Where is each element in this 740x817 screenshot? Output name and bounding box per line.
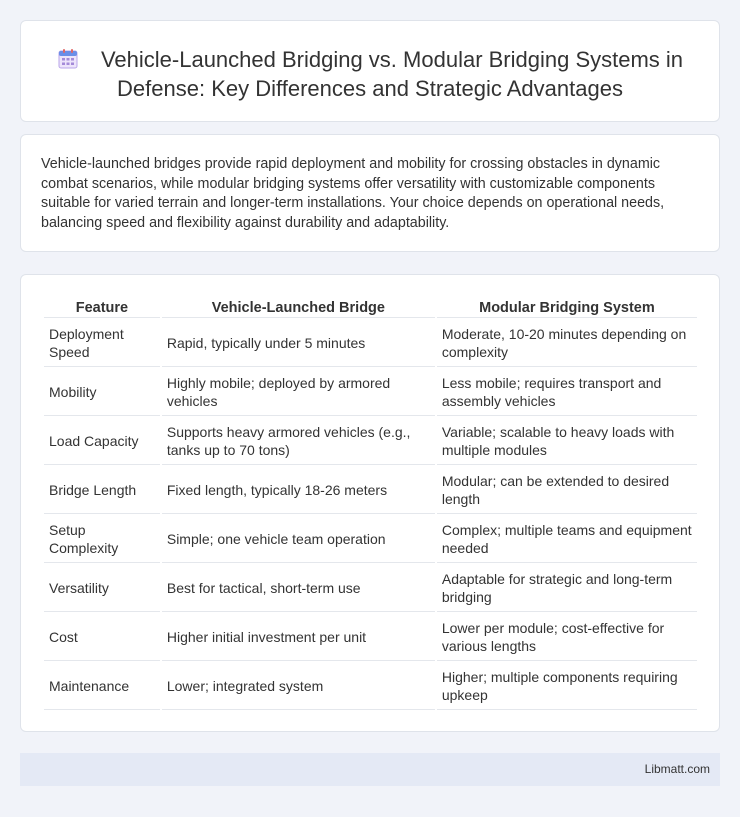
cell-feature: Setup Complexity	[44, 516, 160, 563]
footer-bar	[20, 753, 720, 786]
cell-modular: Variable; scalable to heavy loads with multiple modules	[437, 418, 697, 465]
footer-site-link[interactable]: Libmatt.com	[644, 762, 710, 776]
table-row	[44, 320, 697, 367]
table-row	[44, 614, 697, 661]
table-row	[44, 369, 697, 416]
table-row	[44, 418, 697, 465]
cell-modular: Less mobile; requires transport and assembly vehicles	[437, 369, 697, 416]
cell-vehicle-launched: Best for tactical, short-term use	[162, 565, 435, 612]
cell-vehicle-launched: Simple; one vehicle team operation	[162, 516, 435, 563]
cell-feature: Mobility	[44, 369, 160, 416]
comparison-table	[42, 296, 699, 712]
cell-vehicle-launched: Highly mobile; deployed by armored vehicles	[162, 369, 435, 416]
table-row	[44, 467, 697, 514]
cell-vehicle-launched: Fixed length, typically 18-26 meters	[162, 467, 435, 514]
cell-feature: Bridge Length	[44, 467, 160, 514]
page-title	[21, 45, 719, 103]
cell-feature: Cost	[44, 614, 160, 661]
title-card	[20, 20, 720, 122]
table-header-row	[44, 298, 697, 318]
cell-vehicle-launched: Rapid, typically under 5 minutes	[162, 320, 435, 367]
cell-feature: Maintenance	[44, 663, 160, 710]
table-row	[44, 516, 697, 563]
cell-modular: Moderate, 10-20 minutes depending on complexity	[437, 320, 697, 367]
comparison-card	[20, 274, 720, 732]
cell-modular: Higher; multiple components requiring upkeep	[437, 663, 697, 710]
intro-paragraph: Vehicle-launched bridges provide rapid deployment and mobility for crossing obstacles in dynamic combat scenarios, while modular bridging systems offer versatility with customizable components suitable for varied terrain and longer-term installations. Your choice depends on operational needs, balancing speed and flexibility against durability and adaptability.	[41, 156, 665, 231]
intro-card	[20, 134, 720, 252]
cell-feature: Deployment Speed	[44, 320, 160, 367]
header-feature: Feature	[44, 298, 160, 318]
cell-modular: Modular; can be extended to desired length	[437, 467, 697, 514]
cell-modular: Lower per module; cost-effective for various lengths	[437, 614, 697, 661]
table-row	[44, 565, 697, 612]
header-vehicle-launched: Vehicle-Launched Bridge	[162, 298, 435, 318]
cell-modular: Adaptable for strategic and long-term bridging	[437, 565, 697, 612]
cell-vehicle-launched: Supports heavy armored vehicles (e.g., tanks up to 70 tons)	[162, 418, 435, 465]
cell-vehicle-launched: Higher initial investment per unit	[162, 614, 435, 661]
calendar-icon	[57, 48, 79, 70]
page-title-text: Vehicle-Launched Bridging vs. Modular Bridging Systems in Defense: Key Differences and Strategic Advantages	[100, 47, 684, 101]
cell-feature: Load Capacity	[44, 418, 160, 465]
cell-feature: Versatility	[44, 565, 160, 612]
cell-modular: Complex; multiple teams and equipment needed	[437, 516, 697, 563]
header-modular: Modular Bridging System	[437, 298, 697, 318]
cell-vehicle-launched: Lower; integrated system	[162, 663, 435, 710]
table-row	[44, 663, 697, 710]
